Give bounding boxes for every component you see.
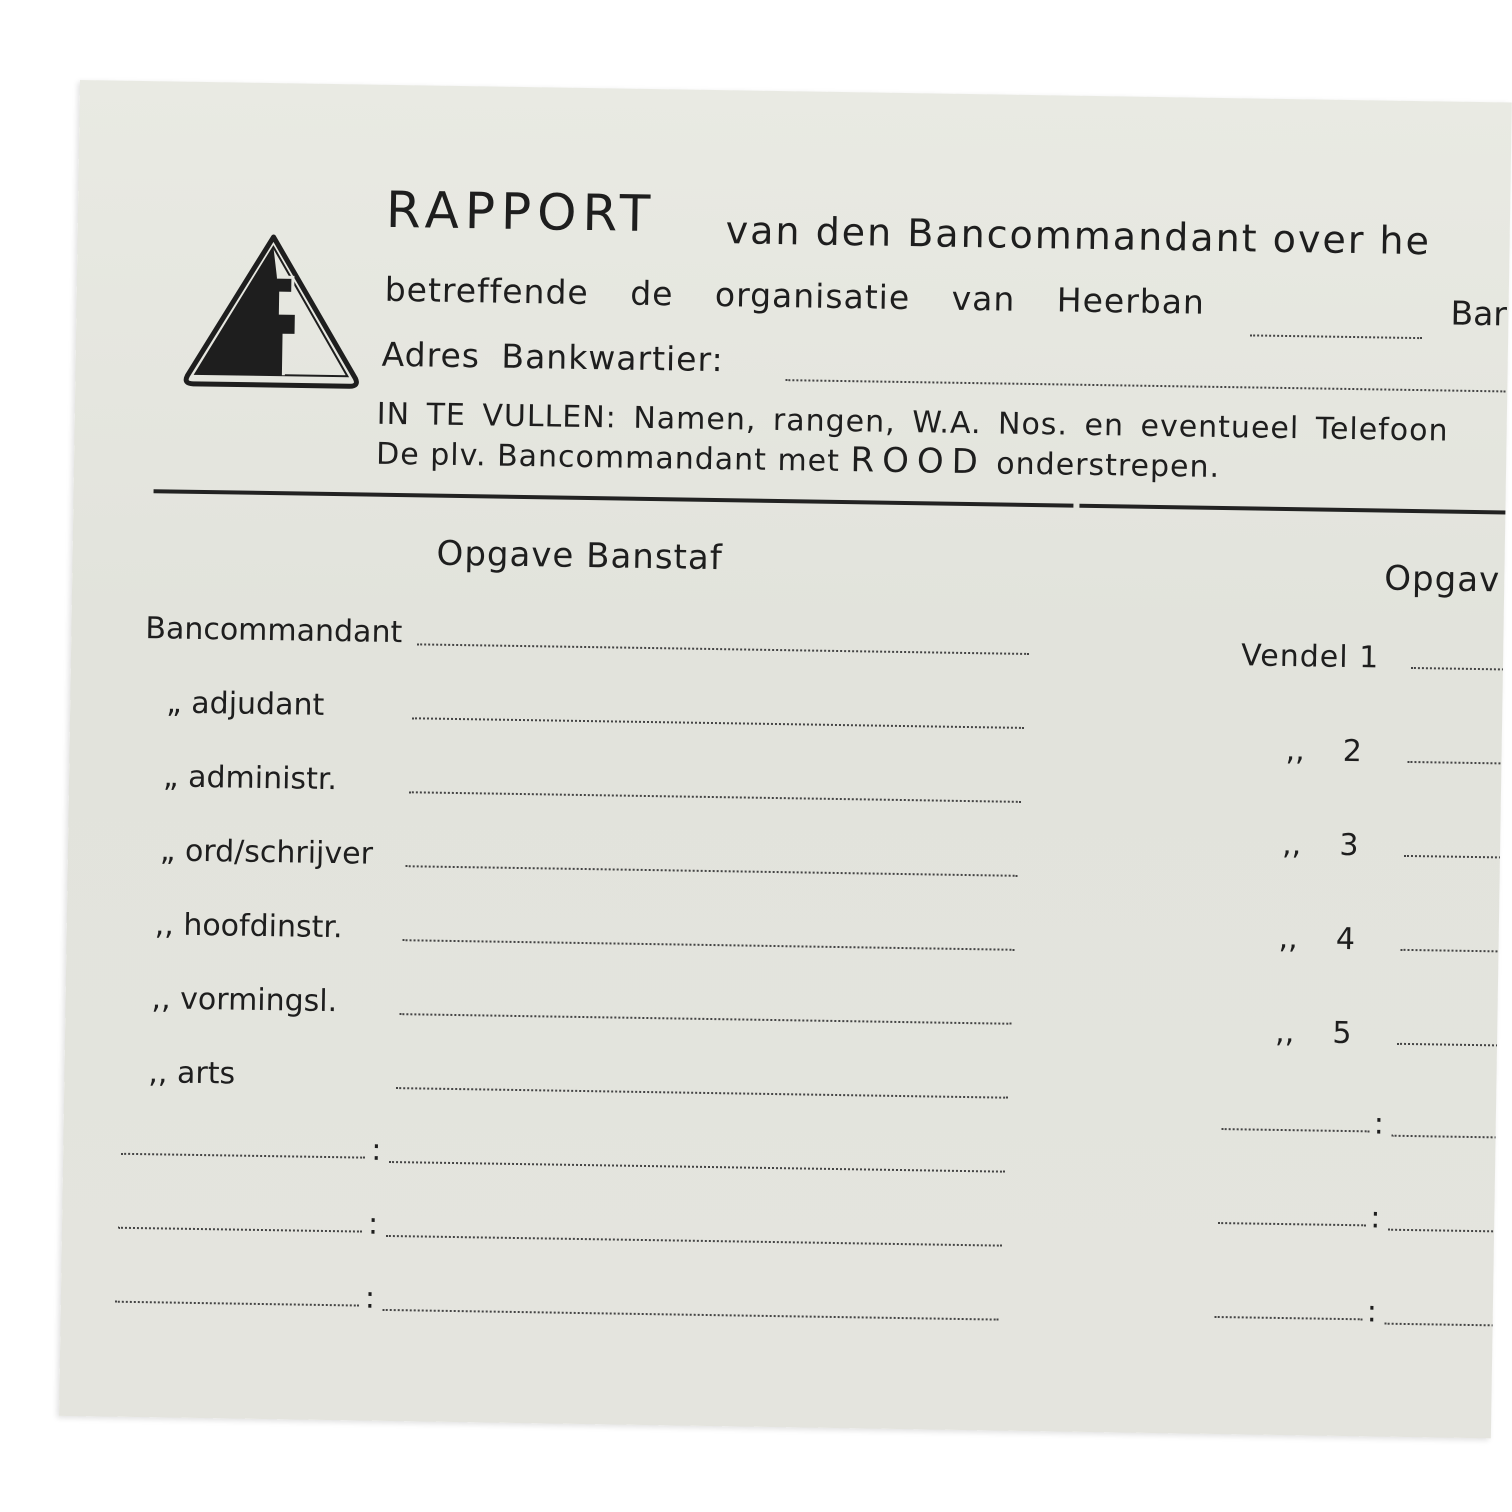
field-vendel-2[interactable] <box>1407 761 1511 765</box>
row-label-vendel-2: ,, 2 <box>1285 733 1363 770</box>
row-label-arts: ,, arts <box>148 1055 236 1092</box>
document-title: RAPPORT <box>385 180 657 244</box>
right-blank-colon-1: : <box>1373 1106 1385 1142</box>
instructions-post: onderstrepen. <box>996 446 1221 485</box>
instructions-line: IN TE VULLEN: Namen, rangen, W.A. Nos. en eventueel Telefoon <box>376 396 1449 449</box>
row-label-vormingsl: ,, vormingsl. <box>151 981 338 1020</box>
field-vormingsl[interactable] <box>399 1013 1011 1025</box>
field-ord-schrijver[interactable] <box>406 865 1018 877</box>
heerban-triangle-logo <box>179 230 365 393</box>
blank-colon-1: : <box>370 1132 382 1168</box>
field-administr[interactable] <box>409 791 1021 803</box>
row-label-hoofdinstr: ,, hoofdinstr. <box>154 907 343 946</box>
vendels-heading: Opgav <box>1384 558 1501 601</box>
blank-colon-3: : <box>364 1280 376 1316</box>
blank-value-field-2[interactable] <box>386 1235 1002 1247</box>
right-blank-value-1[interactable] <box>1392 1135 1512 1139</box>
field-vendel-1[interactable] <box>1411 667 1512 671</box>
instructions-rood: ROOD <box>850 440 987 483</box>
organisation-line-label: betreffende de organisatie van Heerban <box>384 269 1206 322</box>
field-hoofdinstr[interactable] <box>403 939 1015 951</box>
right-blank-label-3[interactable] <box>1215 1316 1363 1320</box>
blank-label-field-3[interactable] <box>115 1301 359 1307</box>
instructions-pre: De plv. Bancommandant met <box>375 436 841 479</box>
address-label: Adres Bankwartier: <box>381 334 724 380</box>
banstaf-heading: Opgave Banstaf <box>436 533 724 579</box>
row-label-vendel-5: ,, 5 <box>1274 1014 1352 1052</box>
field-bancommandant[interactable] <box>417 643 1029 655</box>
field-adjudant[interactable] <box>412 717 1024 729</box>
address-field[interactable] <box>785 379 1505 392</box>
blank-colon-2: : <box>367 1206 379 1242</box>
field-vendel-5[interactable] <box>1397 1043 1512 1047</box>
field-vendel-3[interactable] <box>1404 855 1512 859</box>
row-label-vendel-4: ,, 4 <box>1278 920 1356 958</box>
blank-value-field-3[interactable] <box>383 1309 999 1321</box>
form-sheet <box>59 80 1512 1438</box>
blank-label-field-1[interactable] <box>121 1153 365 1159</box>
document-title-rest: van den Bancommandant over he <box>725 208 1432 264</box>
row-label-administr: „ administr. <box>162 759 338 798</box>
blank-label-field-2[interactable] <box>118 1227 362 1233</box>
right-blank-label-2[interactable] <box>1218 1222 1366 1226</box>
header-divider <box>154 489 1512 514</box>
row-label-bancommandant: Bancommandant <box>145 611 403 651</box>
row-label-adjudant: „ adjudant <box>165 685 325 723</box>
blank-value-field-1[interactable] <box>389 1161 1005 1173</box>
right-blank-colon-3: : <box>1366 1294 1378 1330</box>
field-vendel-4[interactable] <box>1400 949 1511 953</box>
divider-gap <box>1073 501 1079 511</box>
heerban-field[interactable] <box>1250 334 1422 339</box>
row-label-vendel-3: ,, 3 <box>1281 826 1359 864</box>
field-arts[interactable] <box>396 1087 1008 1099</box>
right-blank-colon-2: : <box>1370 1200 1381 1236</box>
organisation-line-right: Bar <box>1450 293 1508 334</box>
row-label-ord-schrijver: „ ord/schrijver <box>159 833 374 872</box>
right-blank-value-3[interactable] <box>1385 1323 1505 1327</box>
row-label-vendel-1: Vendel 1 <box>1240 638 1380 676</box>
right-blank-value-2[interactable] <box>1388 1229 1508 1233</box>
right-blank-label-1[interactable] <box>1222 1128 1370 1132</box>
